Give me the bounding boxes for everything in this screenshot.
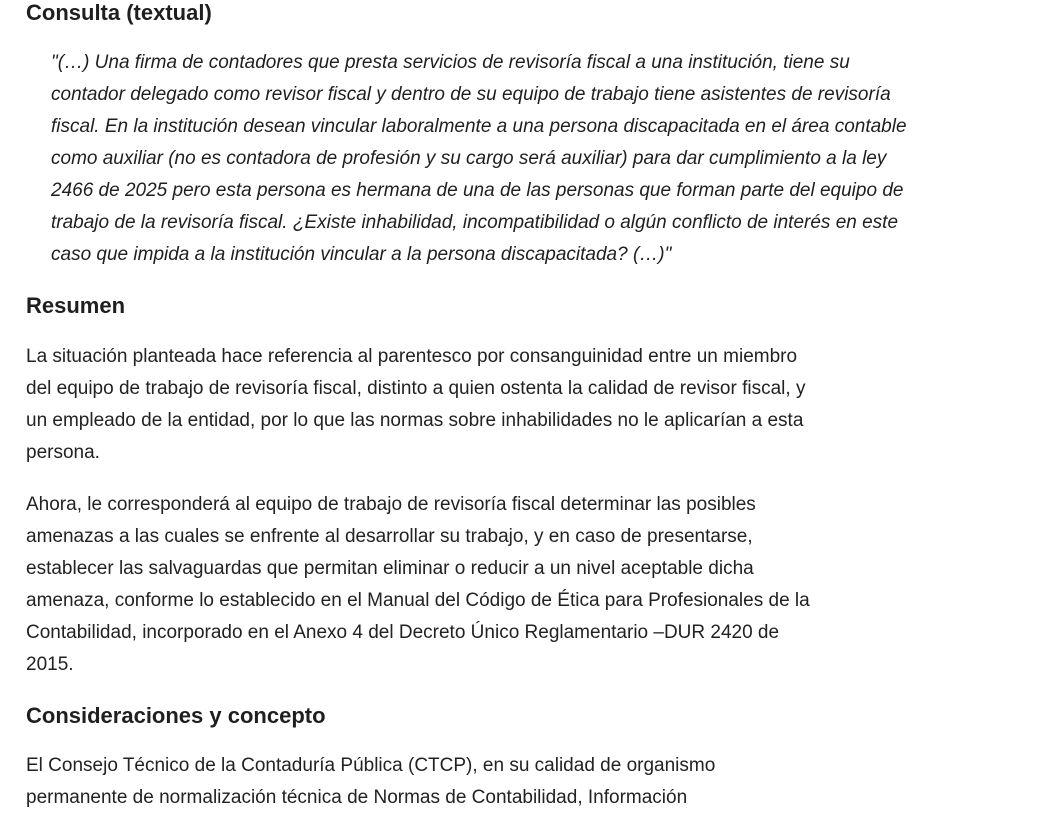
consulta-heading: Consulta (textual) (26, 0, 212, 25)
resumen-paragraph: La situación planteada hace referencia al parentesco por consanguinidad entre un miembro del equipo de trabajo de revisoría fiscal, distinto a quien ostenta la calidad de revisor fiscal, y un empleado de la entidad, por lo que las normas sobre inhabilidades no le aplicarían a esta persona. (26, 346, 806, 463)
resumen-paragraph: Ahora, le corresponderá al equipo de trabajo de revisoría fiscal determinar las posibles amenazas a las cuales se enfrente al desarrollar su trabajo, y en caso de presentarse, establecer las salvaguardas que permitan eliminar o reducir a un nivel aceptable dicha amenaza, conforme lo establecido en el Manual del Código de Ética para Profesionales de la Contabilidad, incorporado en el Anexo 4 del Decreto Único Reglamentario –DUR 2420 de 2015. (26, 494, 810, 675)
consulta-quote: "(…) Una firma de contadores que presta servicios de revisoría fiscal a una institución, tiene su contador delegado como revisor fiscal y dentro de su equipo de trabajo tiene asistentes de revisoría fiscal. En la institución desean vincular laboralmente a una persona discapacitada en el área contable como auxiliar (no es contadora de profesión y su cargo será auxiliar) para dar cumplimiento a la ley 2466 de 2025 pero esta persona es hermana de una de las personas que forman parte del equipo de trabajo de la revisoría fiscal. ¿Existe inhabilidad, incompatibilidad o algún conflicto de interés en este caso que impida a la institución vincular a la persona discapacitada? (…)" (51, 52, 907, 265)
consideraciones-heading: Consideraciones y concepto (26, 703, 326, 728)
consideraciones-paragraph: El Consejo Técnico de la Contaduría Pública (CTCP), en su calidad de organismo permanente de normalización técnica de Normas de Contabilidad, Información (26, 755, 716, 808)
resumen-heading: Resumen (26, 293, 126, 318)
document-body (26, 0, 1026, 814)
